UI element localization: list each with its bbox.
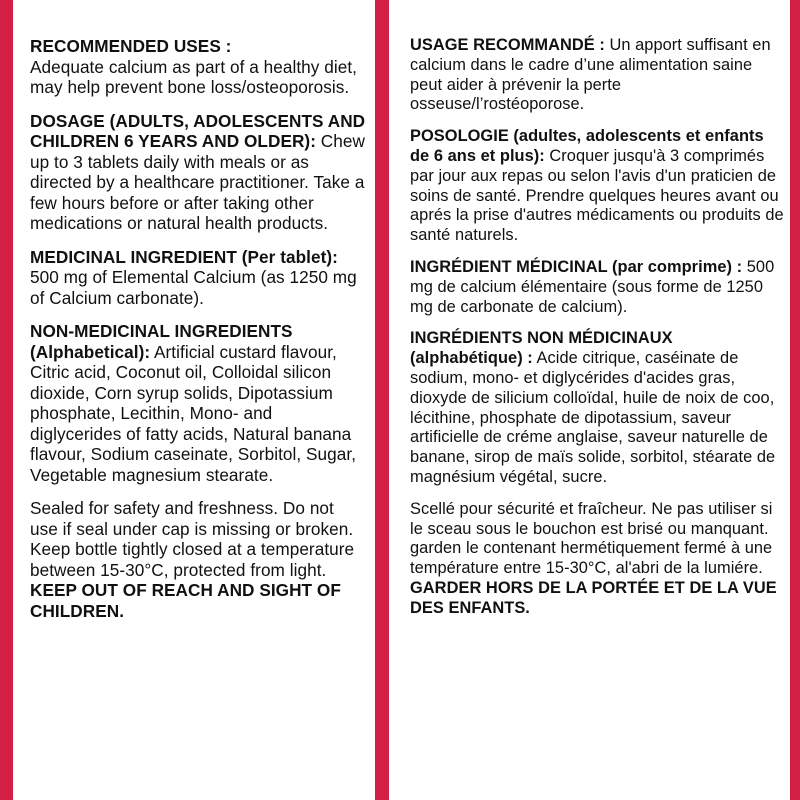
center-divider-bar <box>375 0 389 800</box>
conservation-section <box>410 500 784 619</box>
ingredients-non-medicinaux-section <box>410 329 784 487</box>
posologie-heading: POSOLOGIE (adultes, adolescents et enfants de 6 ans et plus): <box>410 127 764 165</box>
non-medicinal-ingredients-heading: NON-MEDICINAL INGREDIENTS (Alphabetical): <box>30 321 293 362</box>
conservation-text: Scellé pour sécurité et fraîcheur. Ne pas utiliser si le sceau sous le bouchon est brisé ou manquant. garden le contenant hermétiquement fermé à une température entre 15-30°C, al'abri de la lumiére. <box>410 499 773 578</box>
left-edge-bar <box>0 0 13 800</box>
recommended-uses-heading: RECOMMENDED USES : <box>30 36 232 56</box>
right-edge-bar <box>790 0 800 800</box>
dosage-heading: DOSAGE (ADULTS, ADOLESCENTS AND CHILDREN 6 YEARS AND OLDER): <box>30 110 366 151</box>
medicinal-ingredient-heading: MEDICINAL INGREDIENT (Per tablet): <box>30 246 338 267</box>
avertissement-enfants: GARDER HORS DE LA PORTÉE ET DE LA VUE DES ENFANTS. <box>410 578 777 617</box>
french-column <box>410 36 784 631</box>
dosage-section <box>30 111 366 234</box>
storage-section <box>30 498 366 621</box>
storage-text: Sealed for safety and freshness. Do not use if seal under cap is missing or broken. Keep bottle tightly closed at a temperature between 15-30°C, protected from light. <box>30 498 355 580</box>
non-medicinal-ingredients-text: Artificial custard flavour, Citric acid, Coconut oil, Colloidal silicon dioxide, Corn syrup solids, Dipotassium phosphate, Lecithin, Mono- and diglycerides of fatty acids, Natural banana flavour, Sodium caseinate, Sorbitol, Sugar, Vegetable magnesium stearate. <box>30 341 357 485</box>
child-warning: KEEP OUT OF REACH AND SIGHT OF CHILDREN. <box>30 580 341 621</box>
recommended-uses-section <box>30 36 366 98</box>
english-column <box>30 36 366 634</box>
usage-recommande-heading: USAGE RECOMMANDÉ : <box>410 36 605 54</box>
usage-recommande-section <box>410 36 784 115</box>
recommended-uses-text: Adequate calcium as part of a healthy diet, may help prevent bone loss/osteoporosis. <box>30 56 357 97</box>
ingredient-medicinal-section <box>410 258 784 317</box>
medicinal-ingredient-section <box>30 247 366 309</box>
ingredients-non-medicinaux-text: Acide citrique, caséinate de sodium, mono- et diglycérides d'acides gras, dioxyde de silicium colloïdal, huile de noix de coo, lécithine, phosphate de dipotassium, saveur artificielle de créme anglaise, saveur naturelle de banane, sirop de maïs solide, sorbitol, stéarate de magnésium végétal, sucre. <box>410 349 776 486</box>
ingredient-medicinal-heading: INGRÉDIENT MÉDICINAL (par comprime) : <box>410 257 743 276</box>
medicinal-ingredient-text: 500 mg of Elemental Calcium (as 1250 mg of Calcium carbonate). <box>30 267 357 308</box>
ingredients-non-medicinaux-heading: INGRÉDIENTS NON MÉDICINAUX (alphabétique) : <box>410 329 673 368</box>
dosage-text: Chew up to 3 tablets daily with meals or as directed by a healthcare practitioner. Take a few hours before or after taking other medications or natural health products. <box>30 131 365 233</box>
non-medicinal-ingredients-section <box>30 321 366 485</box>
posologie-section <box>410 127 784 246</box>
ingredient-medicinal-text: 500 mg de calcium élémentaire (sous forme de 1250 mg de carbonate de calcium). <box>410 257 775 316</box>
usage-recommande-text: Un apport suffisant en calcium dans le cadre d’une alimentation saine peut aider à prévenir la perte osseuse/l’rostéoporose. <box>410 36 771 114</box>
posologie-text: Croquer jusqu'à 3 comprimés par jour aux repas ou selon l'avis d'un praticien de soins de santé. Prendre quelques heures avant ou aprés la prise d'autres médicaments ou produits de santé naturels. <box>410 146 784 245</box>
